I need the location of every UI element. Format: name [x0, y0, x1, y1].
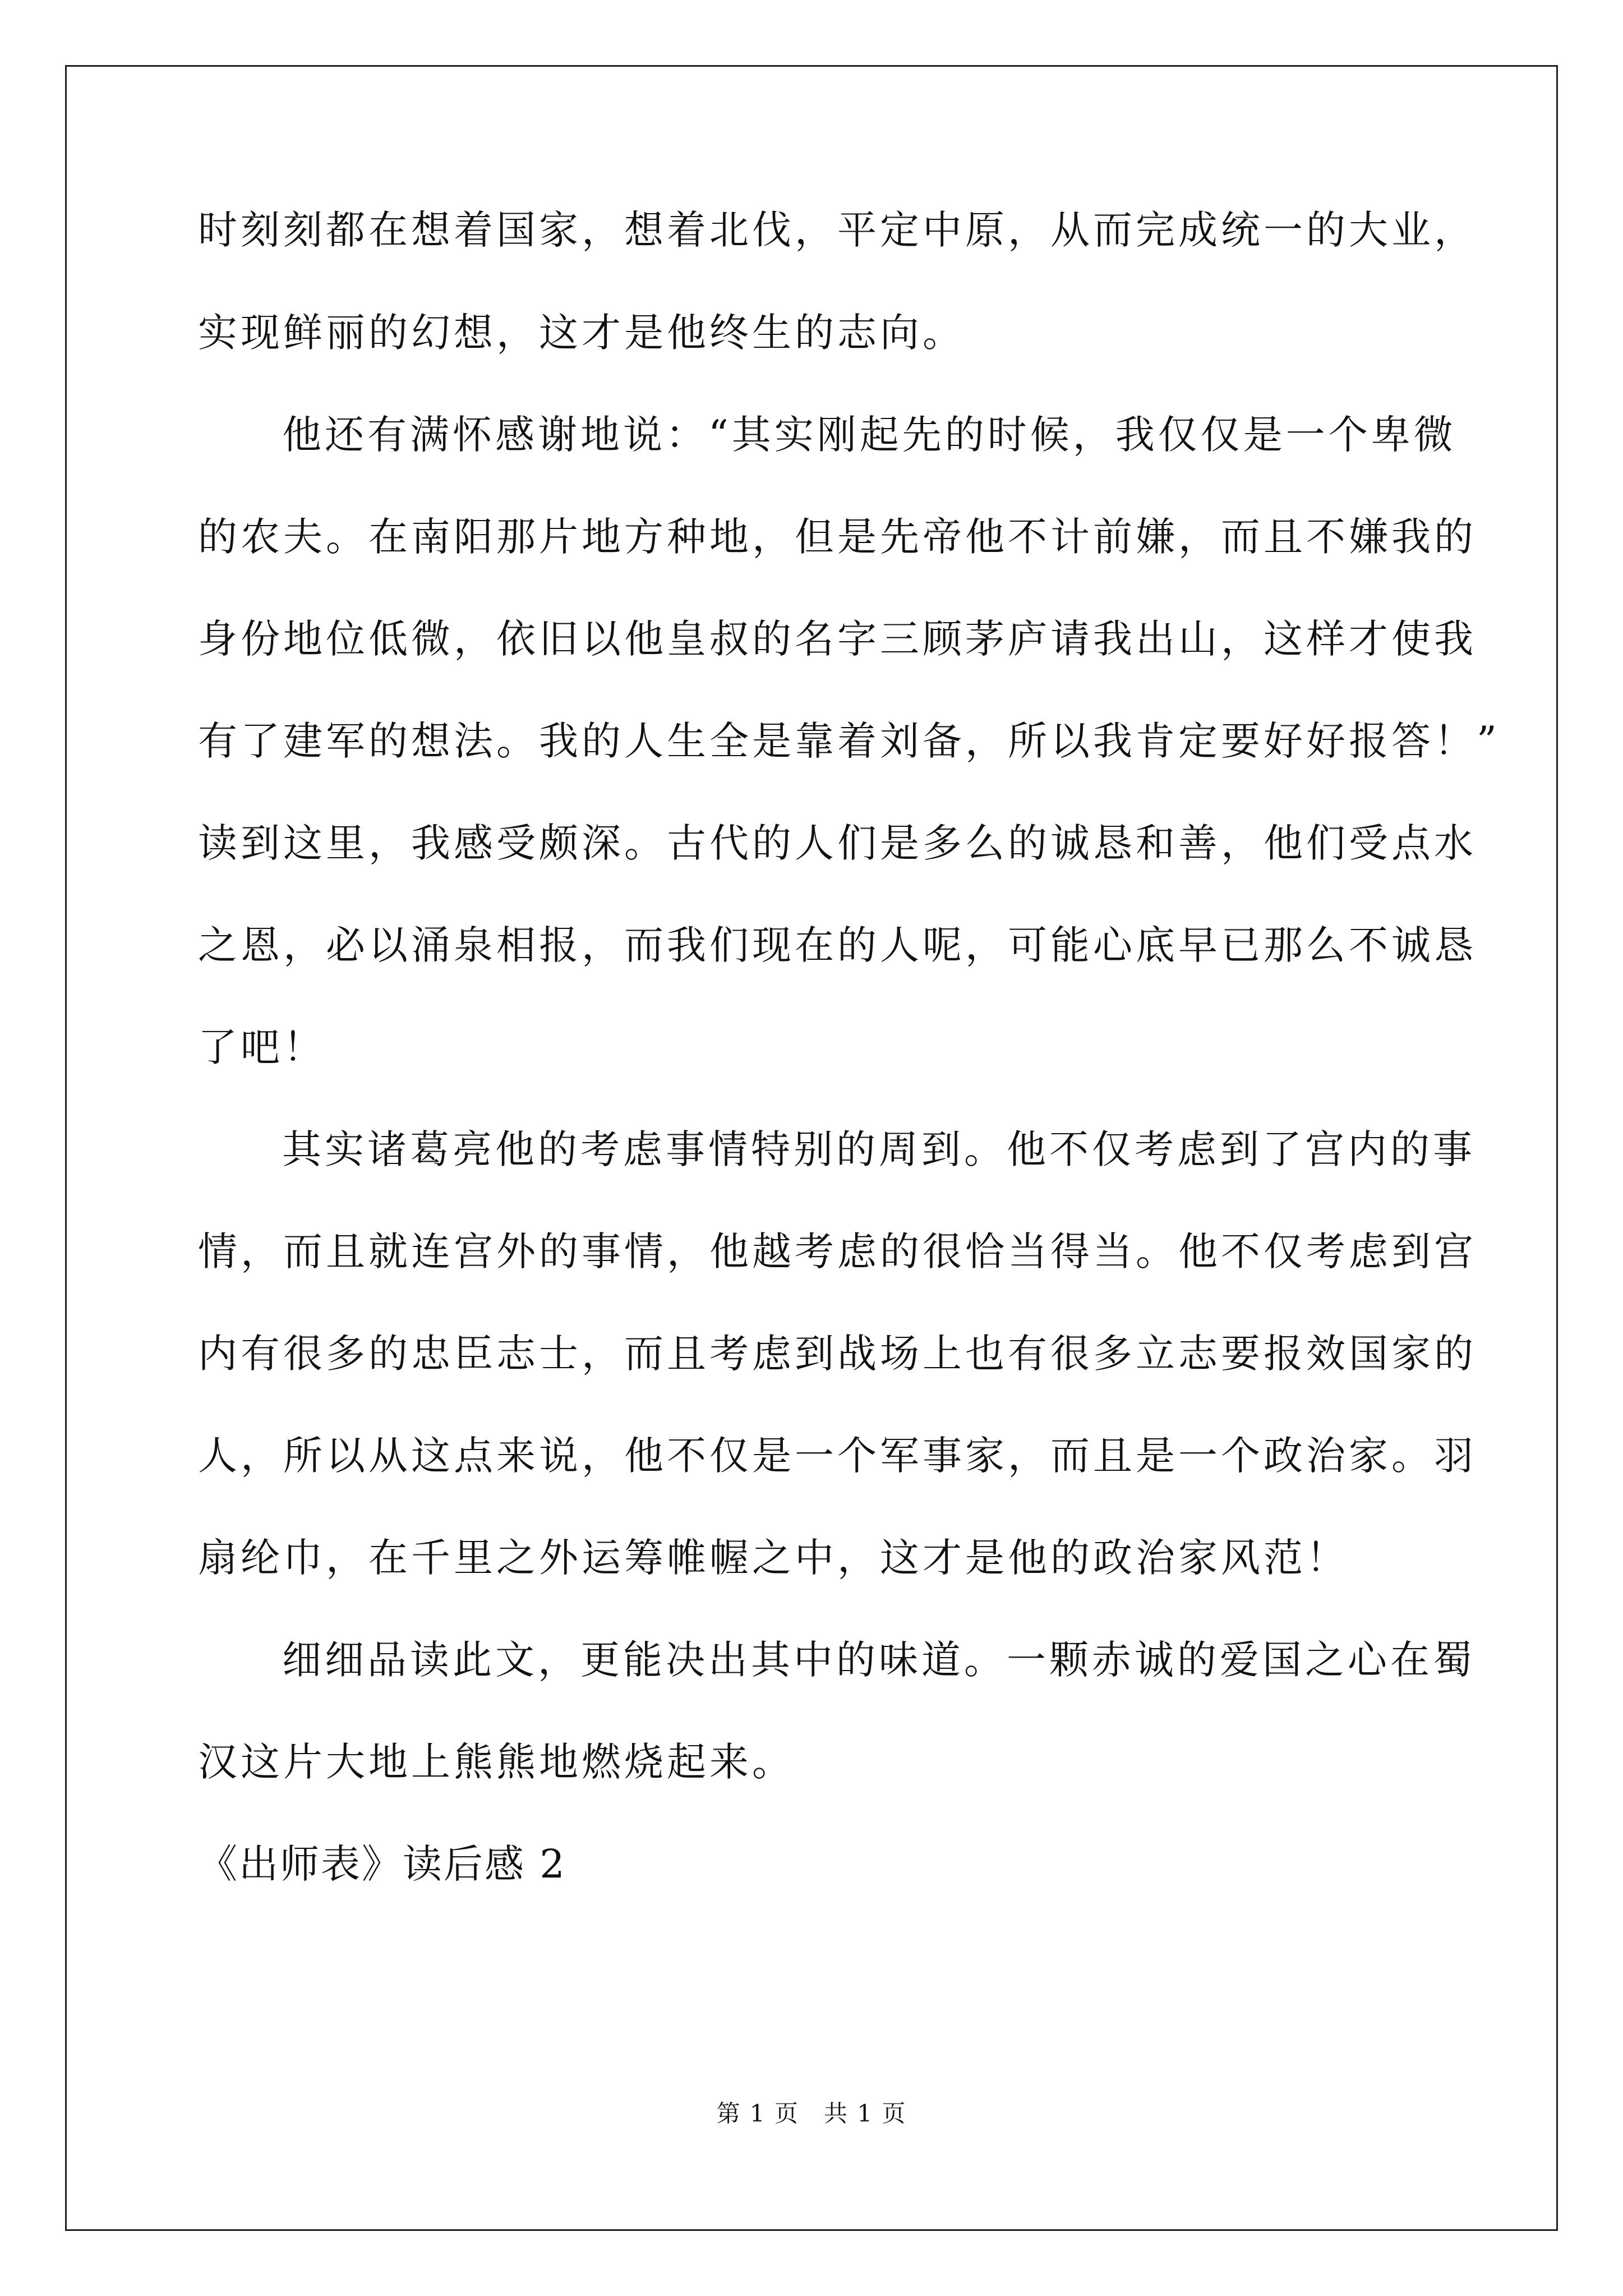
paragraph-2-line-2: 的农夫。在南阳那片地方种地，但是先帝他不计前嫌，而且不嫌我的 — [198, 514, 1477, 560]
paragraph-2-line-3: 身份地位低微，依旧以他皇叔的名字三顾茅庐请我出山，这样才使我 — [198, 616, 1477, 662]
paragraph-4-line-1: 细细品读此文，更能决出其中的味道。一颗赤诚的爱国之心在蜀 — [282, 1637, 1476, 1683]
paragraph-3-line-2: 情，而且就连宫外的事情，他越考虑的很恰当得当。他不仅考虑到宫 — [198, 1228, 1477, 1274]
paragraph-2-line-1: 他还有满怀感谢地说：“其实刚起先的时候，我仅仅是一个卑微 — [282, 412, 1456, 458]
section-heading: 《出师表》读后感 2 — [198, 1841, 566, 1887]
paragraph-3-line-4: 人，所以从这点来说，他不仅是一个军事家，而且是一个政治家。羽 — [198, 1433, 1477, 1479]
paragraph-3-line-3: 内有很多的忠臣志士，而且考虑到战场上也有很多立志要报效国家的 — [198, 1331, 1477, 1377]
page-number-footer: 第 1 页 共 1 页 — [716, 2100, 907, 2127]
paragraph-3-line-5: 扇纶巾，在千里之外运筹帷幄之中，这才是他的政治家风范！ — [198, 1535, 1349, 1581]
paragraph-2-line-4: 有了建军的想法。我的人生全是靠着刘备，所以我肯定要好好报答！” — [198, 718, 1500, 764]
paragraph-1-line-1: 时刻刻都在想着国家，想着北伐，平定中原，从而完成统一的大业， — [198, 207, 1477, 253]
paragraph-3-line-1: 其实诸葛亮他的考虑事情特别的周到。他不仅考虑到了宫内的事 — [282, 1126, 1476, 1172]
paragraph-4-line-2: 汉这片大地上熊熊地燃烧起来。 — [198, 1739, 795, 1785]
paragraph-1-line-2: 实现鲜丽的幻想，这才是他终生的志向。 — [198, 310, 965, 356]
paragraph-2-line-6: 之恩，必以涌泉相报，而我们现在的人呢，可能心底早已那么不诚恳 — [198, 922, 1477, 968]
paragraph-2-line-7: 了吧！ — [198, 1024, 326, 1070]
paragraph-2-line-5: 读到这里，我感受颇深。古代的人们是多么的诚恳和善，他们受点水 — [198, 820, 1477, 866]
